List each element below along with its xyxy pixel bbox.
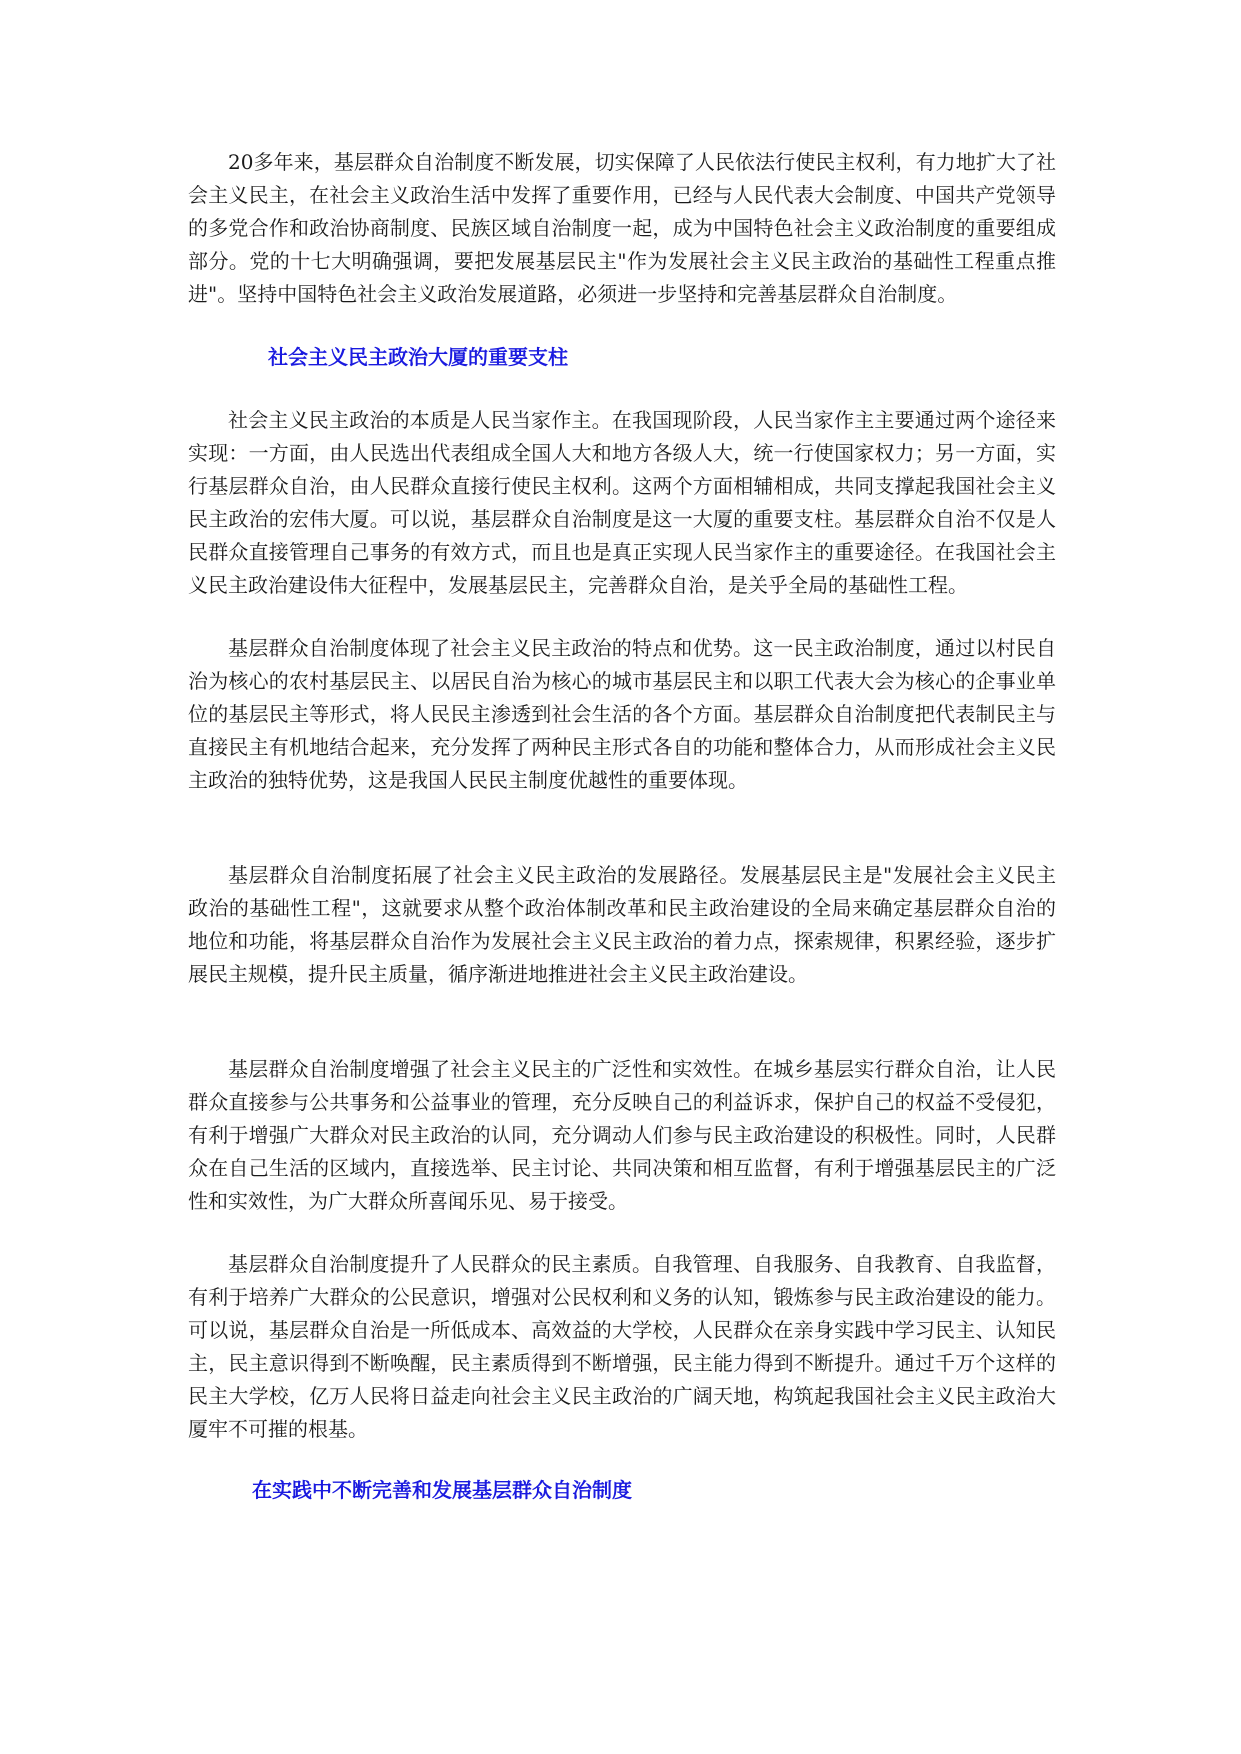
intro-paragraph: 20多年来，基层群众自治制度不断发展，切实保障了人民依法行使民主权利，有力地扩大了社会主义民主，在社会主义政治生活中发挥了重要作用，已经与人民代表大会制度、中国共产党领导的多党合作和政治协商制度、民族区域自治制度一起，成为中国特色社会主义政治制度的重要组成部分。党的十七大明确强调，要把发展基层民主"作为发展社会主义民主政治的基础性工程重点推进"。坚持中国特色社会主义政治发展道路，必须进一步坚持和完善基层群众自治制度。	[188, 150, 1056, 306]
body-paragraph-4: 基层群众自治制度增强了社会主义民主的广泛性和实效性。在城乡基层实行群众自治，让人民群众直接参与公共事务和公益事业的管理，充分反映自己的利益诉求，保护自己的权益不受侵犯，有利于增强广大群众对民主政治的认同，充分调动人们参与民主政治建设的积极性。同时，人民群众在自己生活的区域内，直接选举、民主讨论、共同决策和相互监督，有利于增强基层民主的广泛性和实效性，为广大群众所喜闻乐见、易于接受。	[188, 1057, 1056, 1213]
body-paragraph-2: 基层群众自治制度体现了社会主义民主政治的特点和优势。这一民主政治制度，通过以村民自治为核心的农村基层民主、以居民自治为核心的城市基层民主和以职工代表大会为核心的企事业单位的基层民主等形式，将人民民主渗透到社会生活的各个方面。基层群众自治制度把代表制民主与直接民主有机地结合起来，充分发挥了两种民主形式各自的功能和整体合力，从而形成社会主义民主政治的独特优势，这是我国人民民主制度优越性的重要体现。	[188, 636, 1056, 792]
document-body	[188, 146, 1056, 1507]
body-paragraph-1: 社会主义民主政治的本质是人民当家作主。在我国现阶段，人民当家作主主要通过两个途径来实现：一方面，由人民选出代表组成全国人大和地方各级人大，统一行使国家权力；另一方面，实行基层群众自治，由人民群众直接行使民主权利。这两个方面相辅相成，共同支撑起我国社会主义民主政治的宏伟大厦。可以说，基层群众自治制度是这一大厦的重要支柱。基层群众自治不仅是人民群众直接管理自己事务的有效方式，而且也是真正实现人民当家作主的重要途径。在我国社会主义民主政治建设伟大征程中，发展基层民主，完善群众自治，是关乎全局的基础性工程。	[188, 408, 1056, 597]
section-heading-pillar: 社会主义民主政治大厦的重要支柱	[268, 345, 568, 369]
body-paragraph-5: 基层群众自治制度提升了人民群众的民主素质。自我管理、自我服务、自我教育、自我监督，有利于培养广大群众的公民意识，增强对公民权利和义务的认知，锻炼参与民主政治建设的能力。可以说，基层群众自治是一所低成本、高效益的大学校，人民群众在亲身实践中学习民主、认知民主，民主意识得到不断唤醒，民主素质得到不断增强，民主能力得到不断提升。通过千万个这样的民主大学校，亿万人民将日益走向社会主义民主政治的广阔天地，构筑起我国社会主义民主政治大厦牢不可摧的根基。	[188, 1252, 1056, 1441]
body-paragraph-3: 基层群众自治制度拓展了社会主义民主政治的发展路径。发展基层民主是"发展社会主义民主政治的基础性工程"，这就要求从整个政治体制改革和民主政治建设的全局来确定基层群众自治的地位和功能，将基层群众自治作为发展社会主义民主政治的着力点，探索规律，积累经验，逐步扩展民主规模，提升民主质量，循序渐进地推进社会主义民主政治建设。	[188, 863, 1056, 986]
section-heading-practice: 在实践中不断完善和发展基层群众自治制度	[252, 1478, 632, 1502]
